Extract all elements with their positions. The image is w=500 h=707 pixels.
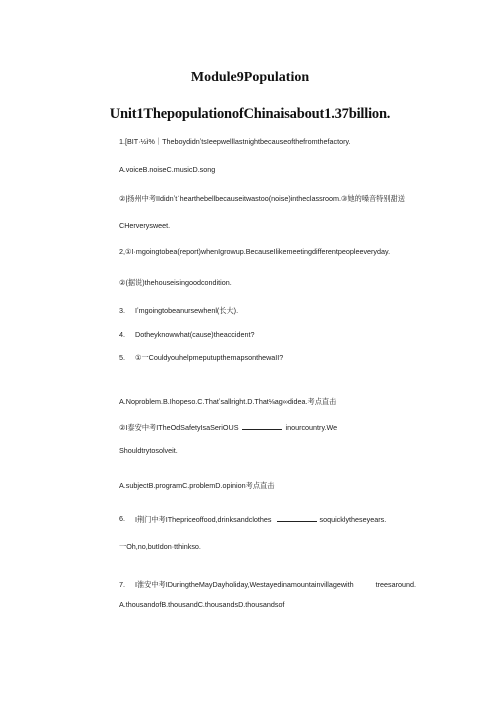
question-1b-text: ②|扬州中考IIdidnʼtˈhearthebellbecauseitwastoo(noise)intheclassroom.③她的嗓音特别甜送: [119, 194, 405, 203]
question-5b-part-1: ②I泰安中考ITheOdSafetyIsaSeriOUS: [119, 423, 239, 432]
question-3-number: 3.: [119, 306, 125, 315]
question-2b-text: ②(据说)thehouseisingoodcondition.: [119, 278, 232, 287]
question-5-options: A.Noproblem.B.Ihopeso.C.Thatʼsallright.D.That⅛ag∞didea.考点直击: [119, 397, 337, 406]
question-7-part-1: I淮安中考IDuringtheMayDayholiday,Westayedinamountainvillagewith: [135, 580, 354, 589]
question-1c-text: CHerverysweet.: [119, 221, 171, 230]
question-2-text: 2,①I·mgoingtobea(report)whenIgrowup.BecauseIlikemeetingdifferentpeopleeveryday.: [119, 247, 391, 256]
question-1-text: 1.[BIT·½ì%｜TheboydidnʼtsIeepwelllastnightbecauseofthefromthefactory.: [119, 137, 351, 146]
question-1-options: A.voiceB.noiseC.musicD.song: [119, 165, 216, 174]
question-7-part-2: treesaround.: [375, 580, 417, 589]
question-4-text: Dotheyknowwhat(cause)theaccident?: [135, 330, 255, 339]
question-7-number: 7.: [119, 580, 125, 589]
question-7-options: A.thousandofB.thousandC.thousandsD.thousandsof: [119, 600, 285, 609]
question-6-text: [135, 514, 386, 525]
question-6-part-1: I荆门中考IThepriceoffood,drinksandclothes: [135, 515, 272, 524]
question-6-dialogue: 一Oh,no,butIdon·tthinkso.: [119, 542, 201, 551]
question-5-text: ①一CouldyouhelpmeputupthemapsonthewaII?: [135, 353, 284, 362]
question-4-number: 4.: [119, 330, 125, 339]
question-5b-continued: Shouldtrytosolveit.: [119, 446, 178, 455]
question-5b-options: A.subjectB.programC.problemD.opinion考点直击: [119, 481, 275, 490]
unit-title: Unit1ThepopulationofChinaisabout1.37billion.: [109, 106, 391, 122]
module-title: Module9Population: [190, 70, 310, 85]
question-7-text: [135, 580, 416, 590]
question-5-number: 5.: [119, 353, 125, 362]
answer-blank: [277, 514, 317, 522]
answer-blank: [242, 422, 282, 430]
question-5b-text: [119, 422, 337, 433]
question-6-number: 6.: [119, 514, 125, 523]
question-6-part-2: soquicklytheseyears.: [319, 515, 387, 524]
question-5b-part-2: inourcountry.We: [285, 423, 338, 432]
question-3-text: Iʼmgoingtobeanursewhenl(长大).: [135, 306, 239, 315]
